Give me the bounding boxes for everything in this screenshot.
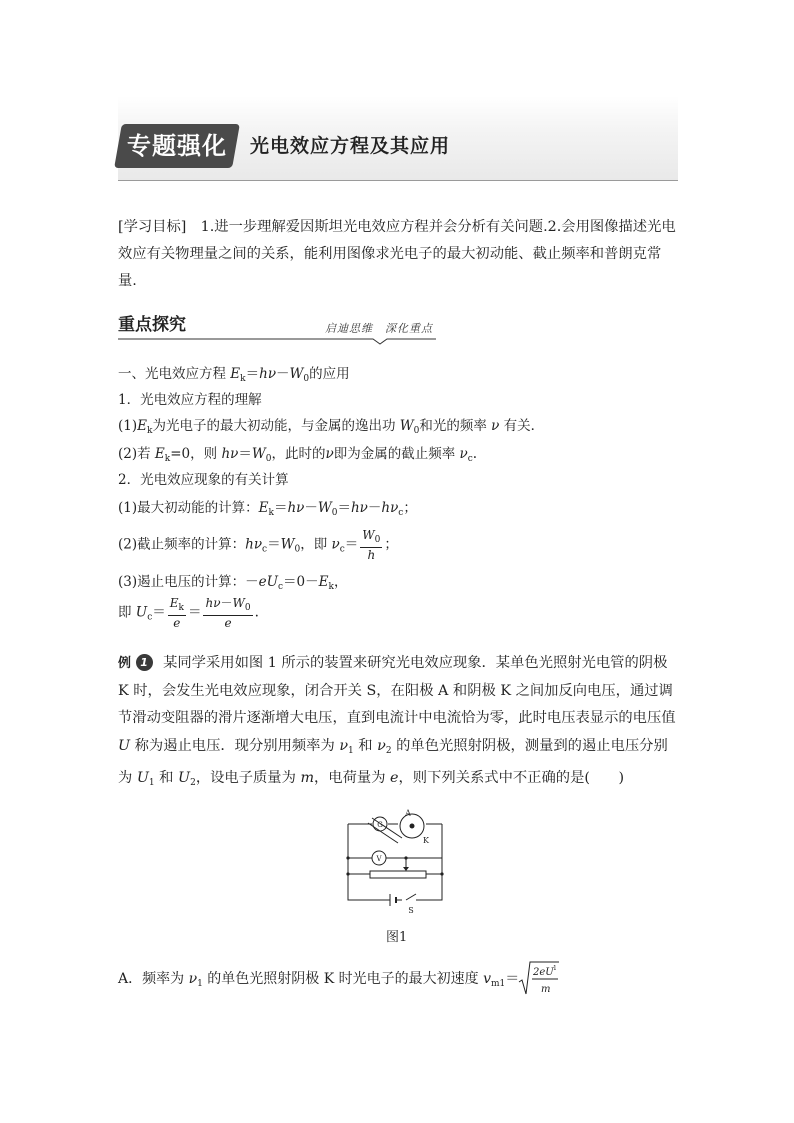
galvanometer-label: G bbox=[377, 821, 383, 829]
page-title: 光电效应方程及其应用 bbox=[250, 135, 451, 157]
cathode-label: K bbox=[423, 836, 429, 845]
svg-text:1: 1 bbox=[553, 965, 558, 972]
anode-label: A bbox=[405, 808, 411, 818]
section-subtitle: 启迪思维 深化重点 bbox=[325, 322, 433, 335]
example-label: 例 1 bbox=[118, 650, 153, 678]
switch-label: S bbox=[408, 906, 414, 915]
calc-3: (3)遏止电压的计算：$-eU_c=0-E_k$， bbox=[118, 574, 348, 592]
section-rule bbox=[118, 334, 436, 346]
para-2: (2)若 $E_k=0$，则 $h\nu=W_0$，此时的ν即为金属的截止频率 $\nu_c$. bbox=[118, 446, 478, 464]
heading-1: 一、光电效应方程 $E_k=h\nu-W_0$的应用 bbox=[118, 366, 350, 384]
sqrt-expression bbox=[519, 960, 559, 998]
circuit-diagram bbox=[340, 808, 460, 916]
voltmeter-label: V bbox=[376, 855, 382, 863]
heading-2: 1．光电效应方程的理解 bbox=[118, 392, 262, 408]
calc-4: 即 $U_c=$ $\frac{E_k}{e}$ ＝ $\frac{h\nu-W_0}{e}$ . bbox=[118, 596, 259, 630]
heading-3: 2．光电效应现象的有关计算 bbox=[118, 472, 289, 488]
calc-1: (1)最大初动能的计算：$E_k=h\nu-W_0=h\nu-h\nu_c$； bbox=[118, 500, 417, 518]
learning-objectives: [学习目标] 1.进一步理解爱因斯坦光电效应方程并会分析有关问题.2.会用图像描述光电效应有关物理量之间的关系，能利用图像求光电子的最大初动能、截止频率和普朗克常量. bbox=[118, 219, 676, 289]
example-number: 1 bbox=[136, 654, 153, 671]
calc-2: (2)截止频率的计算：$h\nu_c=W_0$，即 $\nu_c=$ $\frac{W_0}{h}$ ； bbox=[118, 528, 398, 562]
option-a: A．频率为 $\nu_1$ 的单色光照射阴极 K 时光电子的最大初速度 $v_{m1}=$ 2eU 1 m bbox=[118, 960, 559, 998]
topic-badge: 专题强化 bbox=[114, 124, 240, 168]
para-1: $(1)E_k$为光电子的最大初动能，与金属的逸出功 $W_0$和光的频率 ν 有关． bbox=[118, 418, 545, 436]
svg-text:m: m bbox=[541, 984, 551, 995]
example-1: 例 1 某同学采用如图 1 所示的装置来研究光电效应现象．某单色光照射光电管的阴极 K 时，会发生光电效应现象，闭合开关 S，在阳极 A 和阴极 K 之间加反向电压，通过调节滑动变阻器的滑片逐渐增大电压，直到电流计中电流恰为零，此时电压表显示的电压值 U 称为遏止电压．现分别用频率为 $\nu_1$ 和 $\nu_2$ 的单色光照射阴极，测量到的遏止电压分别为 $U_1$ 和 $U_2$，设电子质量为 m，电荷量为 e，则下列关系式中不正确的是( ) bbox=[118, 650, 680, 798]
section-title: 重点探究 bbox=[118, 315, 186, 335]
svg-text:2eU: 2eU bbox=[533, 967, 554, 978]
figure-caption: 图1 bbox=[386, 930, 408, 945]
